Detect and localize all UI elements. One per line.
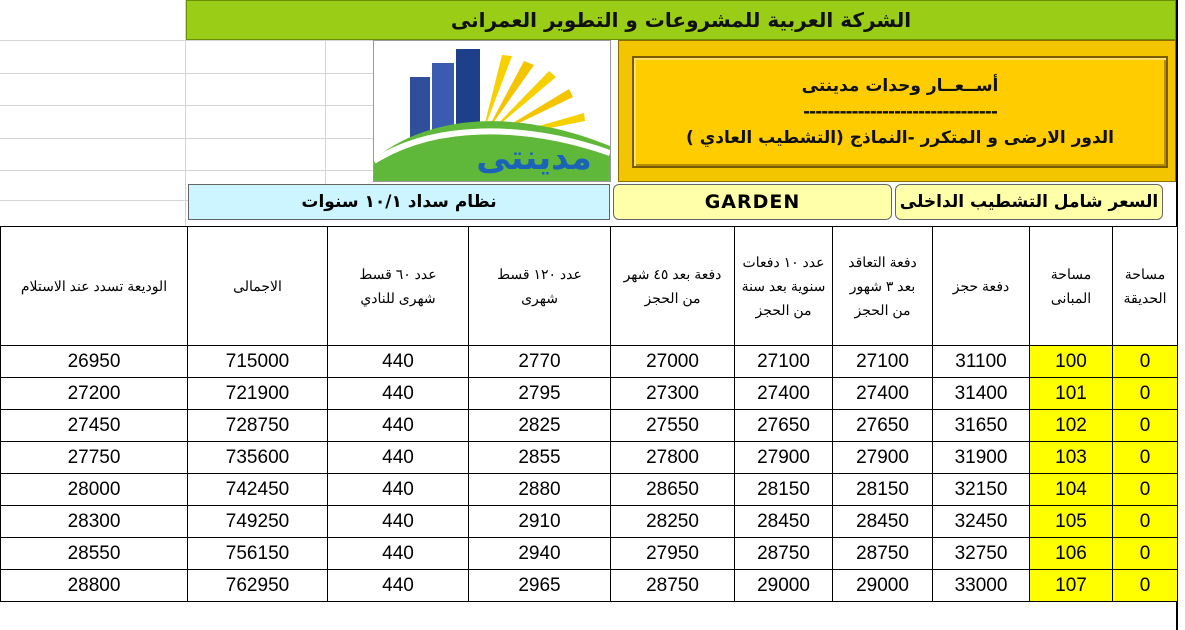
cell-booking-payment: 31100: [933, 346, 1030, 378]
cell-monthly-installment: 2940: [469, 538, 611, 570]
cell-booking-payment: 31400: [933, 378, 1030, 410]
payment-system-bar: [188, 184, 610, 220]
header-contract-payment: دفعة التعاقد بعد ٣ شهور من الحجز: [833, 227, 933, 346]
header-booking-payment: دفعة حجز: [933, 227, 1030, 346]
cell-total: 721900: [188, 378, 328, 410]
cell-annual-payment: 27650: [735, 410, 833, 442]
cell-contract-payment: 27650: [833, 410, 933, 442]
building-1: [410, 77, 430, 137]
header-building-area: مساحة المبانى: [1030, 227, 1113, 346]
cell-contract-payment: 27400: [833, 378, 933, 410]
cell-total: 742450: [188, 474, 328, 506]
header-monthly-installments: عدد ١٢٠ قسط شهرى: [469, 227, 611, 346]
cell-monthly-installment: 2855: [469, 442, 611, 474]
grid-line: [0, 170, 373, 171]
table-header-row: [1, 227, 1178, 346]
cell-contract-payment: 29000: [833, 570, 933, 602]
cell-total: 749250: [188, 506, 328, 538]
cell-deposit: 26950: [1, 346, 188, 378]
table-row: [1, 570, 1178, 602]
cell-annual-payment: 28150: [735, 474, 833, 506]
cell-club-installment: 440: [328, 506, 469, 538]
cell-payment-45: 27300: [611, 378, 735, 410]
cell-annual-payment: 28450: [735, 506, 833, 538]
company-title: الشركة العربية للمشروعات و التطوير العمرانى: [450, 8, 912, 32]
cell-payment-45: 27800: [611, 442, 735, 474]
cell-payment-45: 27950: [611, 538, 735, 570]
cell-building-area: 106: [1030, 538, 1113, 570]
cell-club-installment: 440: [328, 570, 469, 602]
cell-club-installment: 440: [328, 538, 469, 570]
grid-line: [0, 40, 373, 41]
cell-garden-area: 0: [1113, 346, 1178, 378]
price-note-label: السعر شامل التشطيب الداخلى: [899, 192, 1159, 212]
cell-total: 756150: [188, 538, 328, 570]
cell-contract-payment: 28750: [833, 538, 933, 570]
cell-contract-payment: 28450: [833, 506, 933, 538]
cell-annual-payment: 28750: [735, 538, 833, 570]
cell-deposit: 28550: [1, 538, 188, 570]
cell-total: 715000: [188, 346, 328, 378]
header-payment-45-months: دفعة بعد ٤٥ شهر من الحجز: [611, 227, 735, 346]
cell-garden-area: 0: [1113, 506, 1178, 538]
table-row: [1, 506, 1178, 538]
cell-building-area: 102: [1030, 410, 1113, 442]
cell-total: 735600: [188, 442, 328, 474]
garden-label: GARDEN: [704, 191, 801, 213]
cell-deposit: 28000: [1, 474, 188, 506]
cell-monthly-installment: 2795: [469, 378, 611, 410]
info-box: [632, 56, 1168, 168]
cell-payment-45: 27550: [611, 410, 735, 442]
cell-contract-payment: 27900: [833, 442, 933, 474]
cell-total: 728750: [188, 410, 328, 442]
cell-monthly-installment: 2770: [469, 346, 611, 378]
cell-contract-payment: 28150: [833, 474, 933, 506]
table-row: [1, 346, 1178, 378]
cell-deposit: 27450: [1, 410, 188, 442]
cell-building-area: 100: [1030, 346, 1113, 378]
cell-annual-payment: 27400: [735, 378, 833, 410]
logo-text: مدينتى: [476, 138, 592, 178]
cell-building-area: 107: [1030, 570, 1113, 602]
cell-club-installment: 440: [328, 442, 469, 474]
cell-monthly-installment: 2880: [469, 474, 611, 506]
madinaty-logo: [373, 40, 611, 182]
grid-line: [0, 200, 188, 201]
cell-payment-45: 28750: [611, 570, 735, 602]
header-deposit: الوديعة تسدد عند الاستلام: [1, 227, 188, 346]
cell-garden-area: 0: [1113, 570, 1178, 602]
cell-club-installment: 440: [328, 378, 469, 410]
cell-building-area: 101: [1030, 378, 1113, 410]
cell-garden-area: 0: [1113, 442, 1178, 474]
cell-annual-payment: 27900: [735, 442, 833, 474]
cell-deposit: 27200: [1, 378, 188, 410]
cell-contract-payment: 27100: [833, 346, 933, 378]
cell-garden-area: 0: [1113, 538, 1178, 570]
grid-line: [0, 105, 373, 106]
cell-monthly-installment: 2910: [469, 506, 611, 538]
cell-club-installment: 440: [328, 474, 469, 506]
table-row: [1, 378, 1178, 410]
cell-booking-payment: 32750: [933, 538, 1030, 570]
info-title: أســعــار وحدات مدينتى: [801, 76, 999, 96]
cell-booking-payment: 32450: [933, 506, 1030, 538]
cell-deposit: 28800: [1, 570, 188, 602]
cell-monthly-installment: 2965: [469, 570, 611, 602]
table-row: [1, 474, 1178, 506]
company-title-bar: [186, 0, 1176, 40]
grid-line: [0, 73, 373, 74]
cell-payment-45: 28250: [611, 506, 735, 538]
cell-payment-45: 27000: [611, 346, 735, 378]
info-separator: --------------------------------: [803, 102, 997, 122]
garden-bar: [613, 184, 892, 220]
cell-club-installment: 440: [328, 410, 469, 442]
table-row: [1, 442, 1178, 474]
table-row: [1, 410, 1178, 442]
cell-total: 762950: [188, 570, 328, 602]
info-description: الدور الارضى و المتكرر -النماذج (التشطيب العادي ): [686, 128, 1115, 148]
payment-system-label: نظام سداد ١٠/١ سنوات: [301, 192, 497, 212]
cell-payment-45: 28650: [611, 474, 735, 506]
cell-deposit: 28300: [1, 506, 188, 538]
price-table: [0, 226, 1178, 602]
cell-garden-area: 0: [1113, 410, 1178, 442]
cell-club-installment: 440: [328, 346, 469, 378]
cell-annual-payment: 29000: [735, 570, 833, 602]
header-club-installments: عدد ٦٠ قسط شهرى للنادي: [328, 227, 469, 346]
header-total: الاجمالى: [188, 227, 328, 346]
madinaty-logo-graphic: [374, 41, 610, 181]
cell-building-area: 104: [1030, 474, 1113, 506]
header-garden-area: مساحة الحديقة: [1113, 227, 1178, 346]
table-body: [1, 346, 1178, 602]
cell-building-area: 103: [1030, 442, 1113, 474]
price-note-bar: [895, 184, 1163, 220]
cell-booking-payment: 32150: [933, 474, 1030, 506]
cell-deposit: 27750: [1, 442, 188, 474]
cell-booking-payment: 31900: [933, 442, 1030, 474]
cell-booking-payment: 33000: [933, 570, 1030, 602]
cell-garden-area: 0: [1113, 474, 1178, 506]
cell-garden-area: 0: [1113, 378, 1178, 410]
header-annual-payments: عدد ١٠ دفعات سنوية بعد سنة من الحجز: [735, 227, 833, 346]
grid-line: [0, 138, 373, 139]
cell-annual-payment: 27100: [735, 346, 833, 378]
cell-monthly-installment: 2825: [469, 410, 611, 442]
cell-booking-payment: 31650: [933, 410, 1030, 442]
cell-building-area: 105: [1030, 506, 1113, 538]
table-row: [1, 538, 1178, 570]
